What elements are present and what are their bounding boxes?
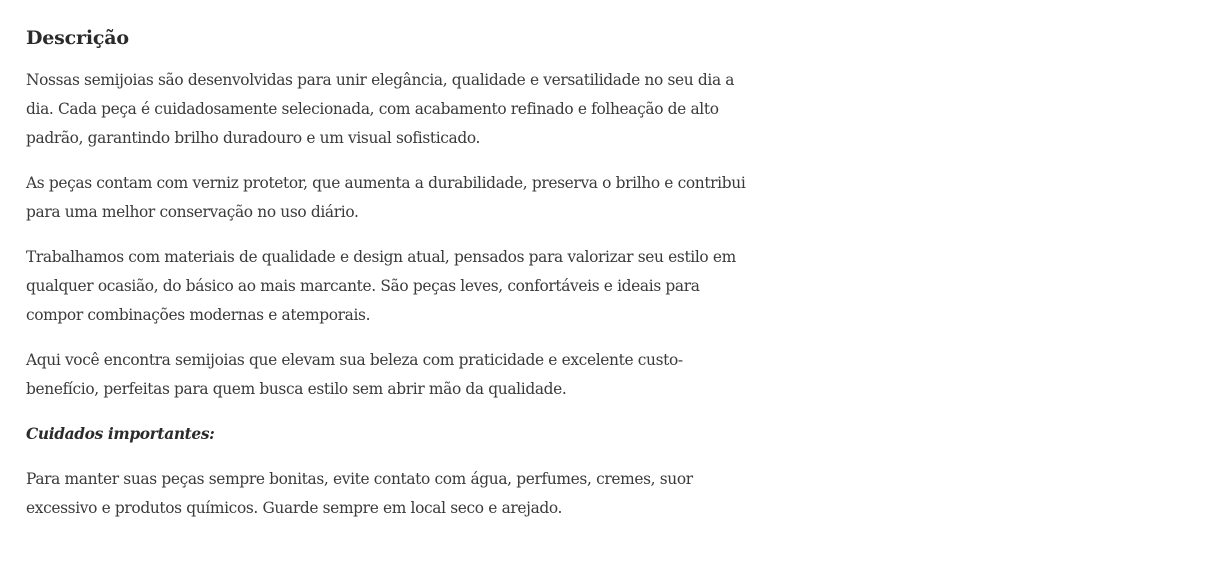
description-paragraph-2: As peças contam com verniz protetor, que aumenta a durabilidade, preserva o brilho e contribui para uma melhor conservação no uso diário. (26, 174, 746, 221)
description-paragraph-3: Trabalhamos com materiais de qualidade e design atual, pensados para valorizar seu estilo em qualquer ocasião, do básico ao mais marcante. São peças leves, confortáveis e ideais para compor combinações modernas e atemporais. (26, 248, 736, 324)
description-paragraph-1: Nossas semijoias são desenvolvidas para unir elegância, qualidade e versatilidade no seu dia a dia. Cada peça é cuidadosamente selecionada, com acabamento refinado e folheação de alto padrão, garantindo brilho duradouro e um visual sofisticado. (26, 71, 735, 147)
care-text: Para manter suas peças sempre bonitas, evite contato com água, perfumes, cremes, suor excessivo e produtos químicos. Guarde sempre em local seco e arejado. (26, 470, 693, 517)
description-title: Descrição (26, 27, 129, 49)
description-paragraph-4: Aqui você encontra semijoias que elevam sua beleza com praticidade e excelente custo-benefício, perfeitas para quem busca estilo sem abrir mão da qualidade. (26, 351, 683, 398)
care-heading: Cuidados importantes: (26, 425, 215, 443)
product-description-section (26, 24, 746, 539)
